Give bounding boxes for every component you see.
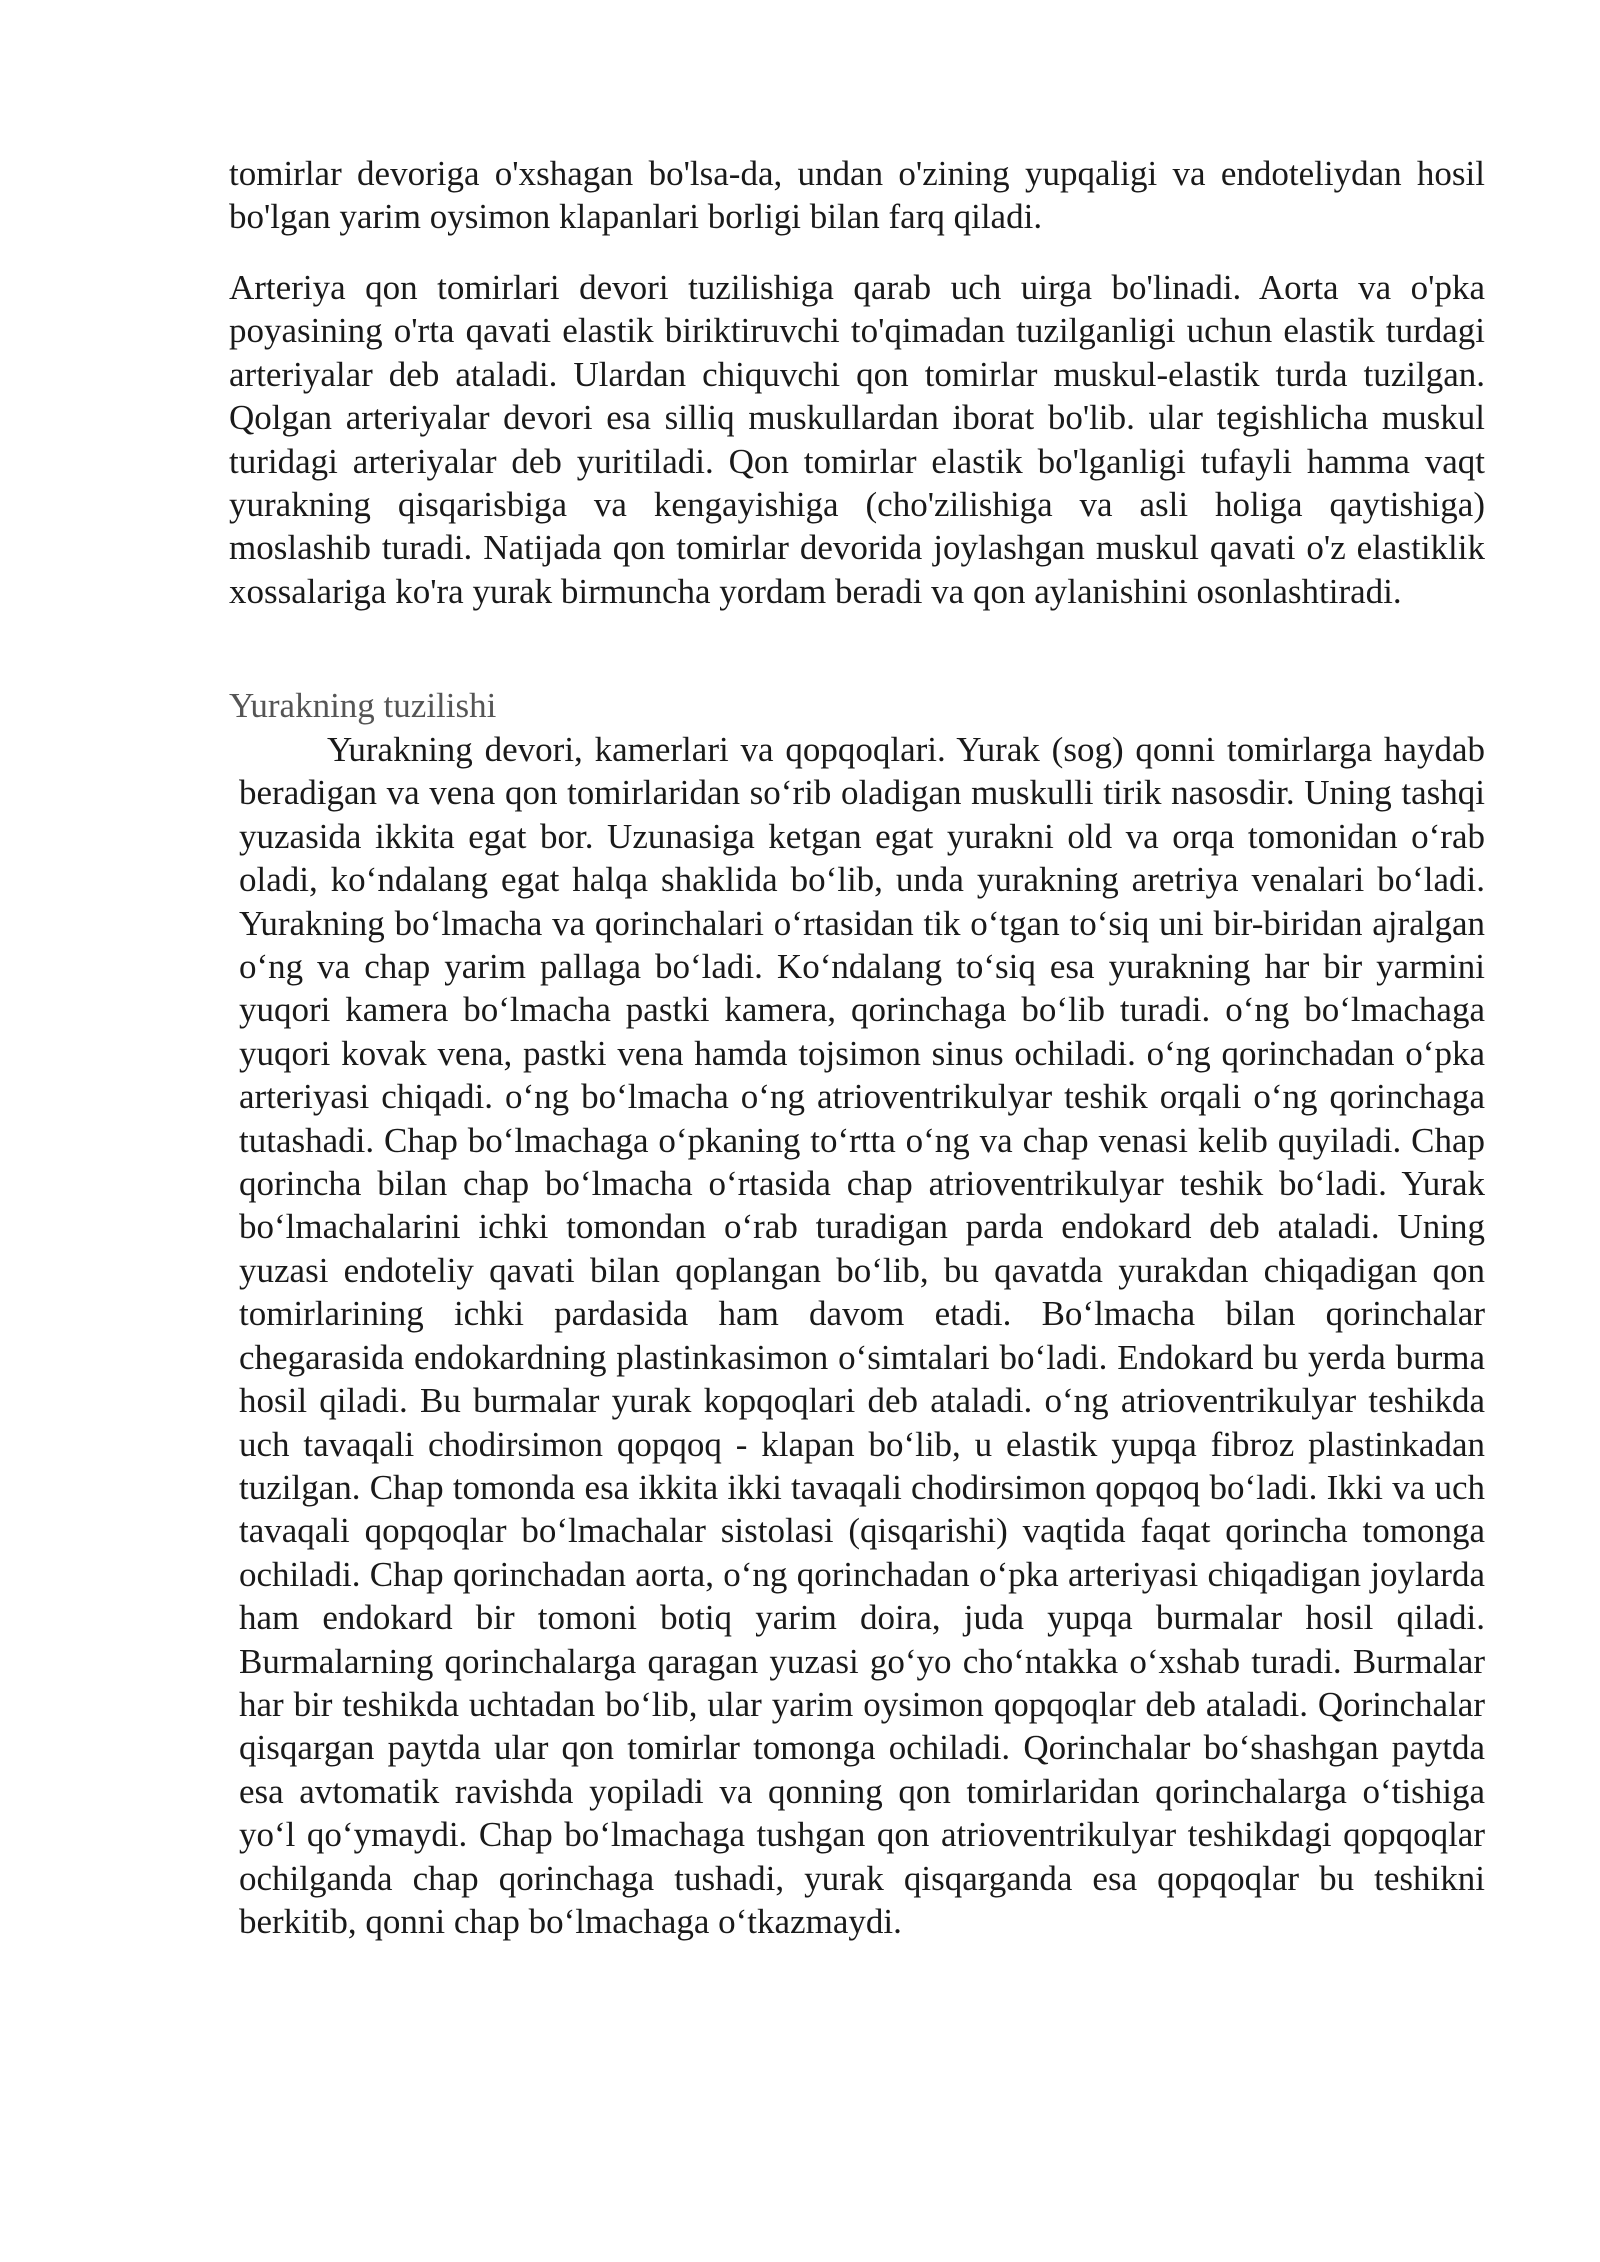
- body-paragraph-2: Arteriya qon tomirlari devori tuzilishiga qarab uch uirga bo'linadi. Aorta va o'pka poyasining o'rta qavati elastik biriktiruvchi to'qimadan tuzilganligi uchun elastik turdagi arteriyalar deb ataladi. Ulardan chiquvchi qon tomirlar muskul-elastik turda tuzilgan. Qolgan arteriyalar devori esa silliq muskullardan iborat bo'lib. ular tegishlicha muskul turidagi arteriyalar deb yuritiladi. Qon tomirlar elastik bo'lganligi tufayli hamma vaqt yurakning qisqarisbiga va kengayishiga (cho'zilishiga va asli holiga qaytishiga) moslashib turadi. Natijada qon tomirlar devorida joylashgan muskul qavati o'z elastiklik xossalariga ko'ra yurak birmuncha yordam beradi va qon aylanishini osonlashtiradi.: [229, 268, 1485, 611]
- body-paragraph-3: Yurakning devori, kamerlari va qopqoqlari. Yurak (sog) qonni tomirlarga haydab beradigan va vena qon tomirlaridan so‘rib oladigan muskulli tirik nasosdir. Uning tashqi yuzasida ikkita egat bor. Uzunasiga ketgan egat yurakni old va orqa tomonidan o‘rab oladi, ko‘ndalang egat halqa shaklida bo‘lib, unda yurakning aretriya venalari bo‘ladi. Yurakning bo‘lmacha va qorinchalari o‘rtasidan tik o‘tgan to‘siq uni bir-biridan ajralgan o‘ng va chap yarim pallaga bo‘ladi. Ko‘ndalang to‘siq esa yurakning har bir yarmini yuqori kamera bo‘lmacha pastki kamera, qorinchaga bo‘lib turadi. o‘ng bo‘lmachaga yuqori kovak vena, pastki vena hamda tojsimon sinus ochiladi. o‘ng qorinchadan o‘pka arteriyasi chiqadi. o‘ng bo‘lmacha o‘ng atrioventrikulyar teshik orqali o‘ng qorinchaga tutashadi. Chap bo‘lmachaga o‘pkaning to‘rtta o‘ng va chap venasi kelib quyiladi. Chap qorincha bilan chap bo‘lmacha o‘rtasida chap atrioventrikulyar teshik bo‘ladi. Yurak bo‘lmachalarini ichki tomondan o‘rab turadigan parda endokard deb ataladi. Uning yuzasi endoteliy qavati bilan qoplangan bo‘lib, bu qavatda yurakdan chiqadigan qon tomirlarining ichki pardasida ham davom etadi. Bo‘lmacha bilan qorinchalar chegarasida endokardning plastinkasimon o‘simtalari bo‘ladi. Endokard bu yerda burma hosil qiladi. Bu burmalar yurak kopqoqlari deb ataladi. o‘ng atrioventrikulyar teshikda uch tavaqali chodirsimon qopqoq - klapan bo‘lib, u elastik yupqa fibroz plastinkadan tuzilgan. Chap tomonda esa ikkita ikki tavaqali chodirsimon qopqoq bo‘ladi. Ikki va uch tavaqali qopqoqlar bo‘lmachalar sistolasi (qisqarishi) vaqtida faqat qorincha tomonga ochiladi. Chap qorinchadan aorta, o‘ng qorinchadan o‘pka arteriyasi chiqadigan joylarda ham endokard bir tomoni botiq yarim doira, juda yupqa burmalar hosil qiladi. Burmalarning qorinchalarga qaragan yuzasi go‘yo cho‘ntakka o‘xshab turadi. Burmalar har bir teshikda uchtadan bo‘lib, ular yarim oysimon qopqoqlar deb ataladi. Qorinchalar qisqargan paytda ular qon tomirlar tomonga ochiladi. Qorinchalar bo‘shashgan paytda esa avtomatik ravishda yopiladi va qonning qon tomirlaridan qorinchalarga o‘tishiga yo‘l qo‘ymaydi. Chap bo‘lmachaga tushgan qon atrioventrikulyar teshikdagi qopqoqlar ochilganda chap qorinchaga tushadi, yurak qisqarganda esa qopqoqlar bu teshikni berkitib, qonni chap bo‘lmachaga o‘tkazmaydi.: [239, 730, 1485, 1941]
- body-paragraph-1: tomirlar devoriga o'xshagan bo'lsa-da, undan o'zining yupqaligi va endoteliydan hosil bo'lgan yarim oysimon klapanlari borligi bilan farq qiladi.: [229, 154, 1485, 237]
- section-heading: Yurakning tuzilishi: [229, 686, 497, 725]
